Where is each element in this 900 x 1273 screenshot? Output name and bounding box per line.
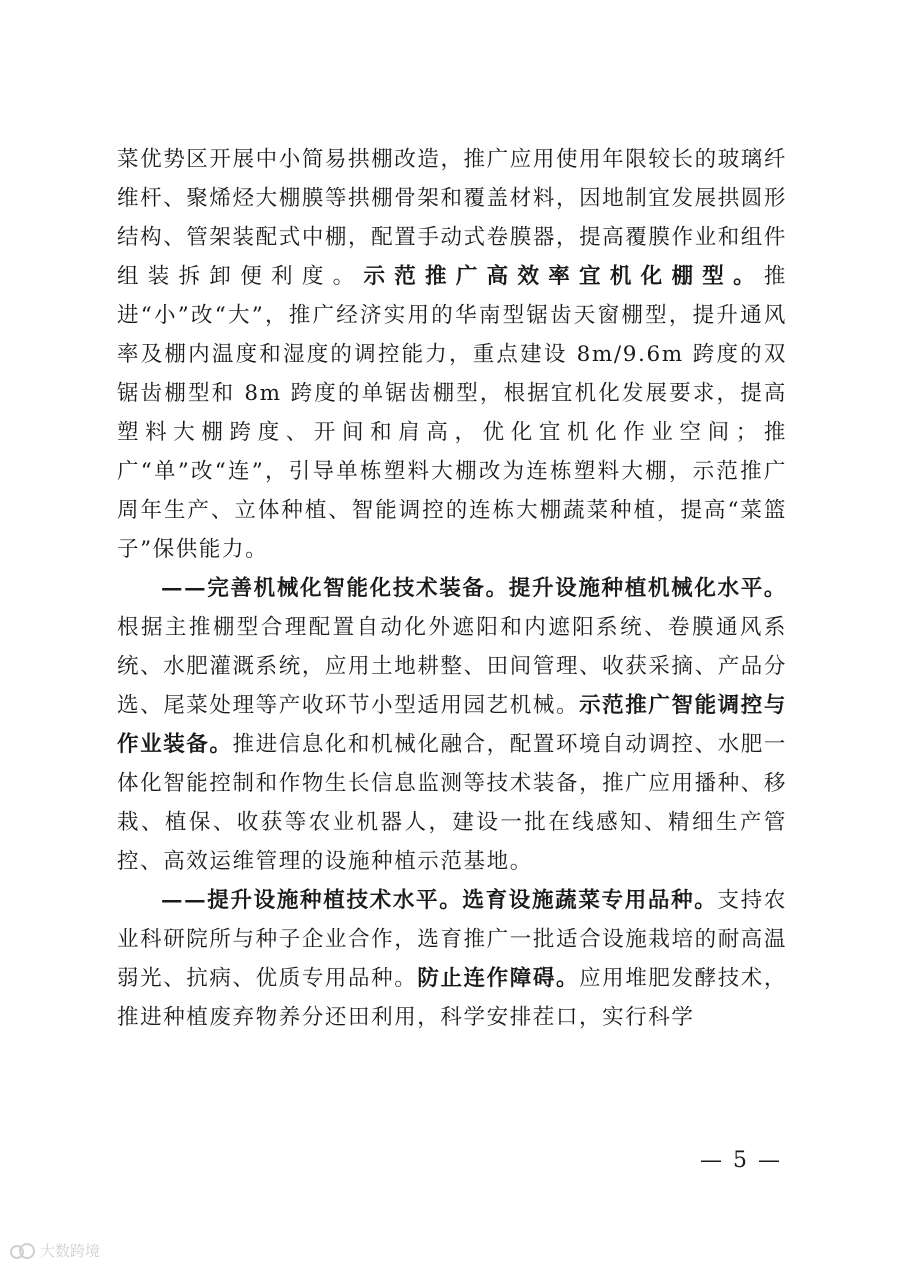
bold-heading-run: ——提升设施种植技术水平。选育设施蔬菜专用品种。 <box>161 888 718 913</box>
text-run: 菜优势区开展中小简易拱棚改造，推广应用使用年限较长的玻璃纤维杆、聚烯烃大棚膜等拱棚骨架和覆盖材料，因地制宜发展拱圆形结构、管架装配式中棚，配置手动式卷膜器，提高覆膜作业和组件组装拆卸便利度。 <box>117 147 787 289</box>
paragraph-3 <box>117 881 787 1037</box>
text-run: 推进“小”改“大”，推广经济实用的华南型锯齿天窗棚型，提升通风率及棚内温度和湿度的调控能力，重点建设 8m/9.6m 跨度的双锯齿棚型和 8m 跨度的单锯齿棚型，根据宜机化发展要求，提高塑料大棚跨度、开间和肩高，优化宜机化作业空间；推广“单”改“连”，引导单栋塑料大棚改为连栋塑料大棚，示范推广周年生产、立体种植、智能调控的连栋大棚蔬菜种植，提高“菜篮子”保供能力。 <box>117 264 787 562</box>
bold-heading-run: ——完善机械化智能化技术装备。提升设施种植机械化水平。 <box>161 576 787 601</box>
text-run: 支持农业科研院所与种子企业合作，选育推广一批适合设施栽培的耐高温弱光、抗病、优质专用品种。 <box>117 888 787 991</box>
paragraph-1 <box>117 140 787 569</box>
watermark-text: 大数跨境 <box>40 1242 101 1260</box>
text-run: 根据主推棚型合理配置自动化外遮阳和内遮阳系统、卷膜通风系统、水肥灌溉系统，应用土地耕整、田间管理、收获采摘、产品分选、尾菜处理等产收环节小型适用园艺机械。 <box>117 615 787 718</box>
text-run: 推进信息化和机械化融合，配置环境自动调控、水肥一体化智能控制和作物生长信息监测等技术装备，推广应用播种、移栽、植保、收获等农业机器人，建设一批在线感知、精细生产管控、高效运维管理的设施种植示范基地。 <box>117 732 787 874</box>
document-body <box>117 140 787 1037</box>
bold-heading-run: 防止连作障碍。 <box>417 966 580 991</box>
watermark-logo-icon <box>10 1243 36 1259</box>
paragraph-2 <box>117 569 787 881</box>
bold-heading-run: 示范推广智能调控与作业装备。 <box>117 693 787 757</box>
page-number: — 5 — <box>700 1148 782 1173</box>
text-run: 应用堆肥发酵技术，推进种植废弃物养分还田利用，科学安排茬口，实行科学 <box>117 966 788 1030</box>
bold-heading-run: 示范推广高效率宜机化棚型。 <box>363 264 764 289</box>
watermark <box>10 1240 100 1261</box>
